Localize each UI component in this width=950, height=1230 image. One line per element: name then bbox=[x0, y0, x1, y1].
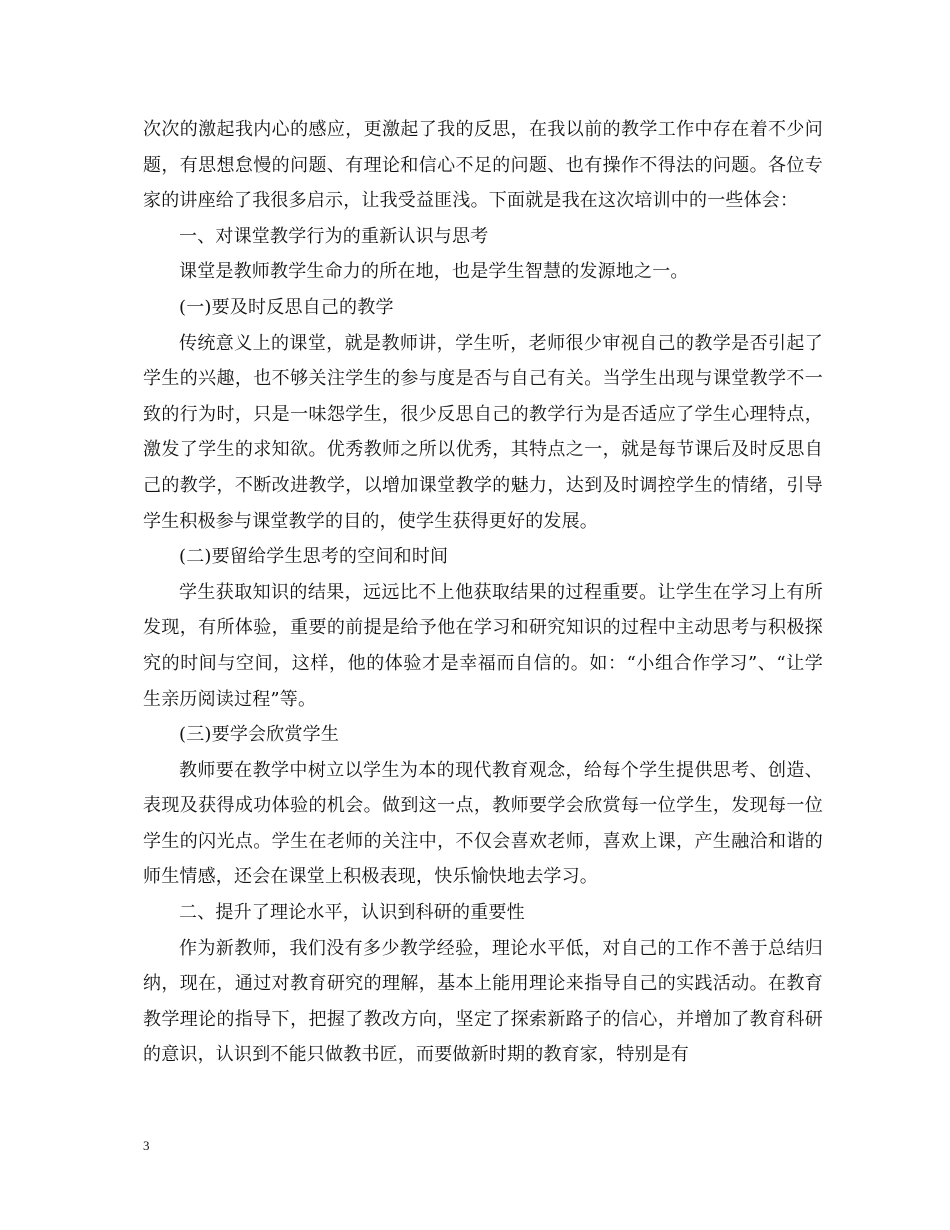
paragraph: 课堂是教师教学生命力的所在地，也是学生智慧的发源地之一。 bbox=[179, 261, 689, 283]
paragraph: 传统意义上的课堂，就是教师讲，学生听，老师很少审视自己的教学是否引起了学生的兴趣，也不够关注学生的参与度是否与自己有关。当学生出现与课堂教学不一致的行为时，只是一味怨学生，很少反思自己的教学行为是否适应了学生心理特点，激发了学生的求知欲。优秀教师之所以优秀，其特点之一，就是每节课后及时反思自己的教学，不断改进教学，以增加课堂教学的魅力，达到及时调控学生的情绪，引导学生积极参与课堂教学的目的，使学生获得更好的发展。 bbox=[143, 332, 823, 532]
paragraph: 教师要在教学中树立以学生为本的现代教育观念，给每个学生提供思考、创造、表现及获得成功体验的机会。做到这一点，教师要学会欣赏每一位学生，发现每一位学生的闪光点。学生在老师的关注中，不仅会喜欢老师，喜欢上课，产生融洽和谐的师生情感，还会在课堂上积极表现，快乐愉快地去学习。 bbox=[143, 759, 823, 888]
section-heading: 二、提升了理论水平，认识到科研的重要性 bbox=[179, 902, 525, 924]
document-body bbox=[143, 112, 823, 1073]
subsection-heading: (一)要及时反思自己的教学 bbox=[179, 296, 394, 318]
paragraph: 学生获取知识的结果，远远比不上他获取结果的过程重要。让学生在学习上有所发现，有所体验，重要的前提是给予他在学习和研究知识的过程中主动思考与积极探究的时间与空间，这样，他的体验才是幸福而自信的。如：“小组合作学习”、“让学生亲历阅读过程”等。 bbox=[143, 581, 823, 710]
page-number: 3 bbox=[143, 1138, 150, 1153]
paragraph: 次次的激起我内心的感应，更激起了我的反思，在我以前的教学工作中存在着不少问题，有思想怠慢的问题、有理论和信心不足的问题、也有操作不得法的问题。各位专家的讲座给了我很多启示，让我受益匪浅。下面就是我在这次培训中的一些体会： bbox=[143, 119, 823, 212]
section-heading: 一、对课堂教学行为的重新认识与思考 bbox=[179, 225, 489, 247]
subsection-heading: (三)要学会欣赏学生 bbox=[179, 724, 340, 746]
paragraph: 作为新教师，我们没有多少教学经验，理论水平低，对自己的工作不善于总结归纳，现在，通过对教育研究的理解，基本上能用理论来指导自己的实践活动。在教育教学理论的指导下，把握了教改方向，坚定了探索新路子的信心，并增加了教育科研的意识，认识到不能只做教书匠，而要做新时期的教育家，特别是有 bbox=[143, 937, 823, 1066]
subsection-heading: (二)要留给学生思考的空间和时间 bbox=[179, 546, 449, 568]
